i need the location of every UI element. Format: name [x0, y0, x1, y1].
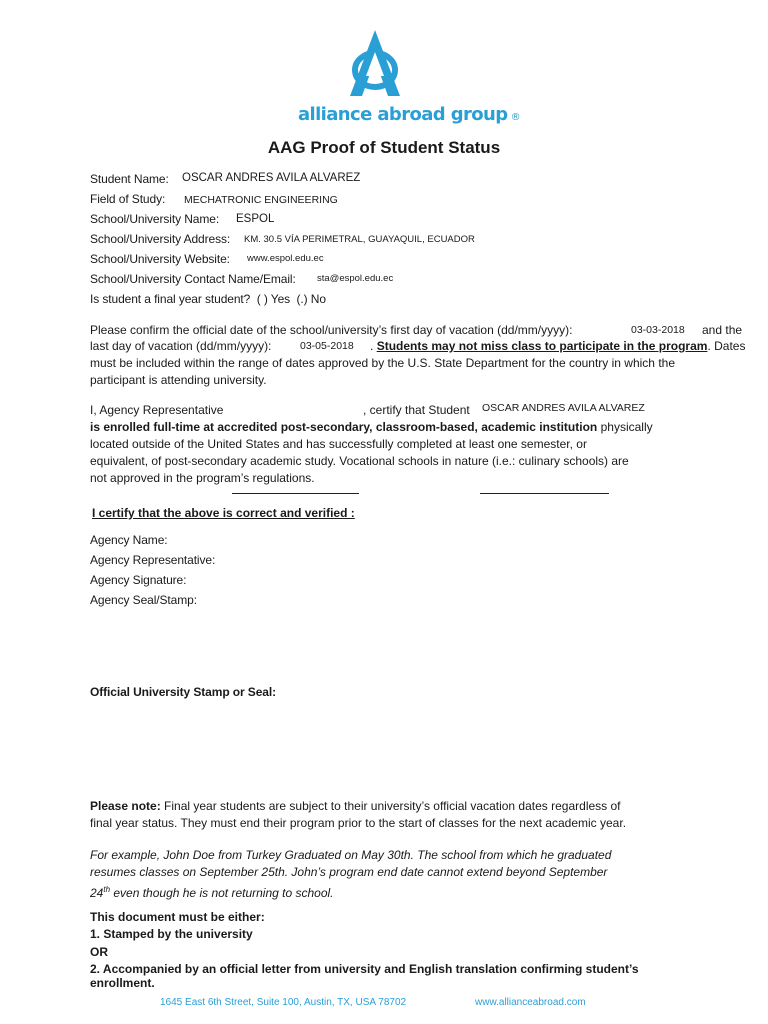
- certify-line-4: equivalent, of post-secondary academic study. Vocational schools in nature (i.e.: culinary schools) are: [90, 454, 629, 468]
- vacation-first-day-prompt: Please confirm the official date of the school/university’s first day of vacation (dd/mm/yyyy):: [90, 323, 573, 337]
- requirement-2b: enrollment.: [90, 976, 155, 990]
- requirement-1: 1. Stamped by the university: [90, 927, 253, 941]
- dates-tail: . Dates: [707, 339, 746, 353]
- vacation-dot: .: [370, 339, 374, 353]
- signature-line-left: [232, 493, 359, 494]
- final-year-label: Is student a final year student?: [90, 292, 251, 306]
- school-contact-value: sta@espol.edu.ec: [317, 273, 394, 284]
- certify-line-3: located outside of the United States and has successfully completed at least one semester, or: [90, 437, 587, 451]
- school-website-label: School/University Website:: [90, 252, 230, 266]
- final-year-yes: ( ) Yes: [256, 292, 291, 306]
- no-miss-class-warning: Students may not miss class to participate in the program: [376, 339, 708, 353]
- school-address-value: KM. 30.5 VÍA PERIMETRAL, GUAYAQUIL, ECUADOR: [244, 234, 475, 245]
- footer-address: 1645 East 6th Street, Suite 100, Austin, TX, USA 78702: [160, 997, 407, 1008]
- school-contact-label: School/University Contact Name/Email:: [90, 272, 296, 286]
- certify-line-2-bold: is enrolled full-time at accredited post-secondary, classroom-based, academic institution: [90, 420, 598, 434]
- university-stamp-label: Official University Stamp or Seal:: [90, 685, 276, 699]
- agency-rep-label: Agency Representative:: [90, 553, 216, 567]
- vacation-line-4: participant is attending university.: [90, 373, 267, 387]
- requirements-or: OR: [90, 945, 108, 959]
- certify-line-2-tail: physically: [600, 420, 653, 434]
- school-name-label: School/University Name:: [90, 212, 220, 226]
- certify-prefix: I, Agency Representative: [90, 403, 224, 417]
- example-day-suffix: th: [103, 885, 111, 894]
- example-line-3-text: even though he is not returning to school.: [110, 886, 334, 900]
- agency-name-label: Agency Name:: [90, 533, 168, 547]
- agency-signature-label: Agency Signature:: [90, 573, 187, 587]
- note-line-2: final year status. They must end their program prior to the start of classes for the next academic year.: [90, 816, 627, 830]
- certify-heading: I certify that the above is correct and verified :: [92, 506, 355, 520]
- student-name-value: OSCAR ANDRES AVILA ALVAREZ: [182, 172, 361, 184]
- final-year-question: [90, 292, 326, 306]
- requirements-heading: This document must be either:: [90, 910, 265, 924]
- aag-logo-icon: [348, 28, 402, 100]
- last-vacation-date: 03-05-2018: [300, 340, 354, 352]
- final-year-no: (.) No: [296, 292, 326, 306]
- example-line-3: [90, 881, 334, 902]
- and-the-text: and the: [702, 323, 743, 337]
- vacation-line-3: must be included within the range of dates approved by the U.S. State Department for the country in which the: [90, 356, 675, 370]
- page-title: AAG Proof of Student Status: [267, 138, 501, 157]
- note-line-1: [90, 798, 621, 815]
- registered-mark: ®: [510, 112, 520, 123]
- field-of-study-value: MECHATRONIC ENGINEERING: [184, 194, 338, 206]
- example-day: 24: [90, 886, 104, 900]
- certify-line-5: not approved in the program’s regulations.: [90, 471, 315, 485]
- vacation-line-2: last day of vacation (dd/mm/yyyy):: [90, 339, 272, 353]
- example-line-2: resumes classes on September 25th. John’s program end date cannot extend beyond September: [90, 865, 608, 879]
- note-text-1: Final year students are subject to their university’s official vacation dates regardless of: [160, 799, 621, 813]
- field-of-study-label: Field of Study:: [90, 192, 166, 206]
- vacation-line-1: [90, 322, 572, 339]
- certify-student-name: OSCAR ANDRES AVILA ALVAREZ: [482, 402, 645, 414]
- certify-middle: , certify that Student: [363, 403, 470, 417]
- brand-name: alliance abroad group ®: [298, 104, 520, 125]
- certify-line-2: [90, 419, 653, 436]
- note-bold: Please note:: [90, 799, 161, 813]
- agency-seal-label: Agency Seal/Stamp:: [90, 593, 197, 607]
- footer-website-link[interactable]: www.allianceabroad.com: [475, 997, 586, 1008]
- school-name-value: ESPOL: [236, 213, 275, 225]
- school-address-label: School/University Address:: [90, 232, 231, 246]
- school-website-value: www.espol.edu.ec: [247, 253, 324, 264]
- first-vacation-date: 03-03-2018: [631, 324, 685, 336]
- example-line-1: For example, John Doe from Turkey Graduated on May 30th. The school from which he graduated: [90, 848, 612, 862]
- vacation-line-2b: [370, 338, 745, 355]
- signature-line-right: [480, 493, 609, 494]
- requirement-2a: 2. Accompanied by an official letter from university and English translation confirming student’s: [90, 962, 639, 976]
- student-name-label: Student Name:: [90, 172, 169, 186]
